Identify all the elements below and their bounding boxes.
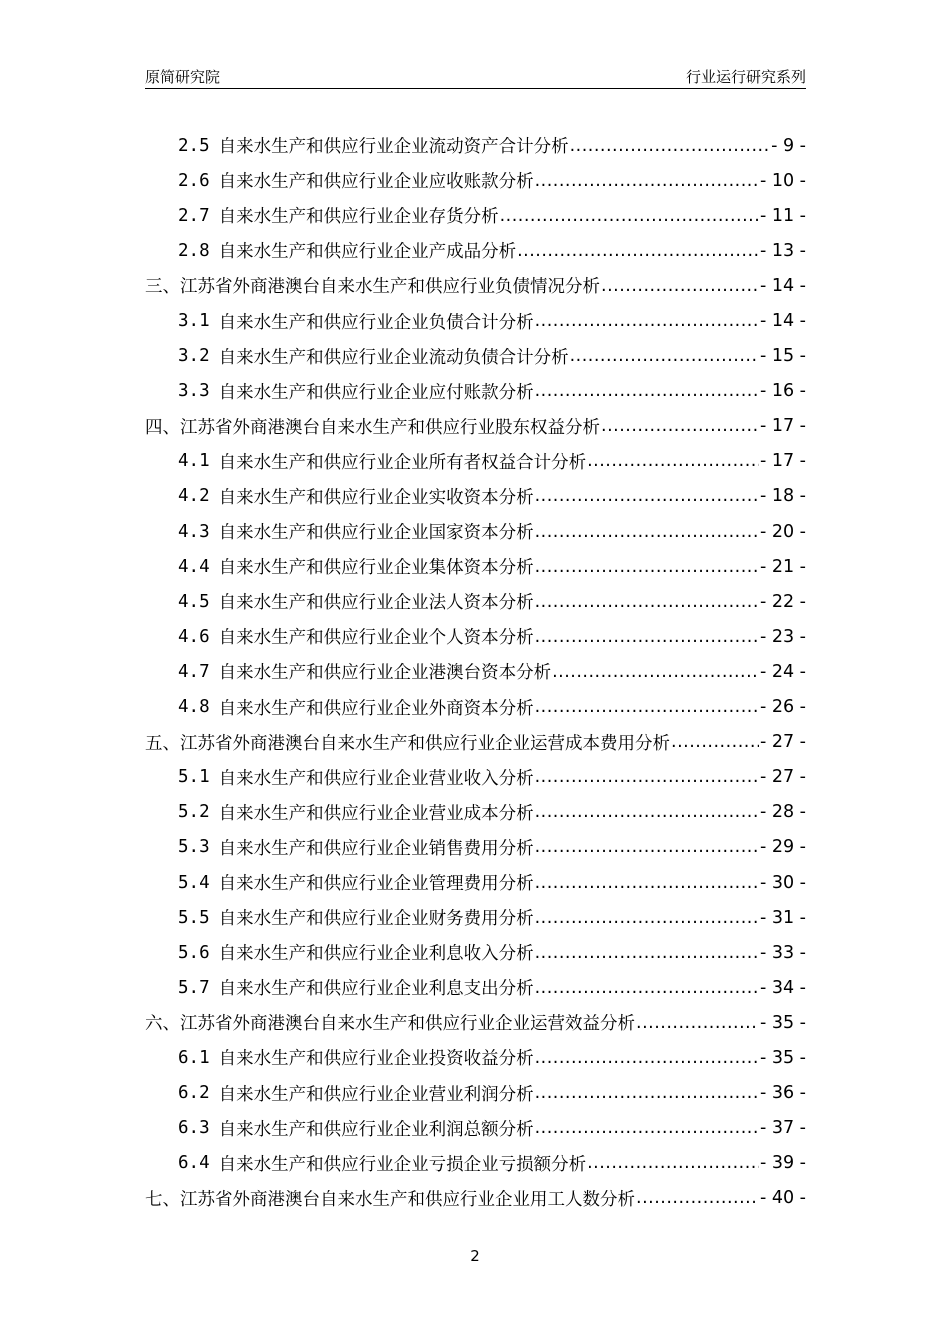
toc-entry-title: 自来水生产和供应行业企业负债合计分析 [218,312,534,333]
toc-entry-page: - 23 - [759,626,806,647]
toc-entry-title: 四、江苏省外商港澳台自来水生产和供应行业股东权益分析 [145,417,600,438]
toc-entry[interactable] [145,268,806,303]
toc-entry[interactable] [145,584,806,619]
toc-entry-title: 自来水生产和供应行业企业港澳台资本分析 [218,663,552,684]
toc-entry-title: 自来水生产和供应行业企业流动资产合计分析 [218,137,569,158]
toc-entry-title: 自来水生产和供应行业企业财务费用分析 [218,909,534,930]
toc-entry[interactable] [145,374,806,409]
toc-entry-title: 自来水生产和供应行业企业所有者权益合计分析 [218,452,587,473]
toc-entry-title: 自来水生产和供应行业企业营业成本分析 [218,803,534,824]
toc-entry-title: 自来水生产和供应行业企业国家资本分析 [218,523,534,544]
toc-leader-dots [535,1118,759,1138]
toc-entry-title: 自来水生产和供应行业企业流动负债合计分析 [218,347,569,368]
toc-leader-dots [636,1188,759,1208]
toc-entry-page: - 11 - [759,205,806,226]
toc-entry-page: - 9 - [771,135,806,156]
toc-leader-dots [535,908,759,928]
toc-entry[interactable] [145,233,806,268]
toc-entry-page: - 28 - [759,802,806,823]
toc-entry-page: - 29 - [759,837,806,858]
toc-entry-number: 6.2 [178,1083,210,1104]
toc-entry-title: 五、江苏省外商港澳台自来水生产和供应行业企业运营成本费用分析 [145,733,670,754]
toc-entry-number: 5.1 [178,767,210,788]
toc-entry-page: - 17 - [759,451,806,472]
toc-leader-dots [535,381,759,401]
toc-entry-title: 自来水生产和供应行业企业投资收益分析 [218,1049,534,1070]
toc-entry-page: - 26 - [759,697,806,718]
toc-entry-page: - 35 - [759,1012,806,1033]
toc-entry-page: - 39 - [759,1153,806,1174]
toc-entry-number: 2.6 [178,170,210,191]
toc-entry[interactable] [145,303,806,338]
toc-entry[interactable] [145,339,806,374]
toc-entry-number: 4.7 [178,661,210,682]
toc-entry-page: - 34 - [759,977,806,998]
toc-entry-title: 自来水生产和供应行业企业销售费用分析 [218,838,534,859]
toc-entry-page: - 17 - [759,416,806,437]
toc-entry-page: - 10 - [759,170,806,191]
toc-leader-dots [535,978,759,998]
toc-entry-page: - 30 - [759,872,806,893]
toc-entry[interactable] [145,1040,806,1075]
toc-entry[interactable] [145,725,806,760]
toc-entry-page: - 37 - [759,1118,806,1139]
toc-entry[interactable] [145,865,806,900]
toc-entry-page: - 33 - [759,942,806,963]
toc-entry-page: - 40 - [759,1188,806,1209]
toc-entry-page: - 20 - [759,521,806,542]
toc-leader-dots [552,662,759,682]
toc-entry-number: 4.3 [178,521,210,542]
toc-leader-dots [601,276,759,296]
toc-entry[interactable] [145,479,806,514]
toc-entry[interactable] [145,409,806,444]
toc-entry-number: 3.2 [178,346,210,367]
toc-entry[interactable] [145,1005,806,1040]
toc-entry-title: 自来水生产和供应行业企业利息收入分析 [218,944,534,965]
toc-entry[interactable] [145,760,806,795]
toc-entry-page: - 36 - [759,1083,806,1104]
toc-entry-number: 6.3 [178,1118,210,1139]
toc-leader-dots [535,697,759,717]
toc-entry[interactable] [145,619,806,654]
toc-entry-title: 自来水生产和供应行业企业营业收入分析 [218,768,534,789]
toc-entry-title: 自来水生产和供应行业企业亏损企业亏损额分析 [218,1154,587,1175]
toc-entry-title: 自来水生产和供应行业企业实收资本分析 [218,487,534,508]
toc-entry-title: 三、江苏省外商港澳台自来水生产和供应行业负债情况分析 [145,277,600,298]
toc-leader-dots [601,416,759,436]
toc-leader-dots [535,311,759,331]
toc-entry-number: 6.4 [178,1153,210,1174]
toc-entry-number: 6.1 [178,1047,210,1068]
toc-entry-number: 4.1 [178,451,210,472]
header-series-name: 行业运行研究系列 [685,68,806,86]
toc-entry-number: 4.4 [178,556,210,577]
toc-leader-dots [535,557,759,577]
toc-entry-page: - 31 - [759,907,806,928]
toc-entry-page: - 15 - [759,346,806,367]
toc-entry[interactable] [145,690,806,725]
toc-entry-number: 5.4 [178,872,210,893]
toc-entry-title: 自来水生产和供应行业企业利润总额分析 [218,1119,534,1140]
toc-leader-dots [535,522,759,542]
toc-leader-dots [587,1153,759,1173]
toc-entry-title: 自来水生产和供应行业企业集体资本分析 [218,558,534,579]
toc-leader-dots [587,451,759,471]
toc-entry-page: - 24 - [759,661,806,682]
table-of-contents [145,128,806,1216]
toc-leader-dots [535,592,759,612]
toc-entry[interactable] [145,549,806,584]
toc-entry[interactable] [145,514,806,549]
toc-entry-number: 4.6 [178,626,210,647]
toc-entry-number: 5.2 [178,802,210,823]
toc-entry-title: 自来水生产和供应行业企业管理费用分析 [218,874,534,895]
toc-entry-number: 2.8 [178,240,210,261]
toc-entry[interactable] [145,128,806,163]
toc-leader-dots [535,1083,759,1103]
toc-entry-page: - 14 - [759,311,806,332]
toc-entry[interactable] [145,198,806,233]
toc-entry-page: - 18 - [759,486,806,507]
toc-entry[interactable] [145,900,806,935]
header-org-name: 原简研究院 [145,68,221,86]
toc-entry-number: 3.1 [178,311,210,332]
toc-entry-number: 5.5 [178,907,210,928]
toc-leader-dots [535,943,759,963]
toc-entry-page: - 13 - [759,240,806,261]
toc-leader-dots [500,206,759,226]
toc-entry[interactable] [145,1146,806,1181]
toc-leader-dots [570,346,759,366]
toc-entry-number: 3.3 [178,381,210,402]
toc-entry[interactable] [145,830,806,865]
toc-entry-page: - 21 - [759,556,806,577]
toc-entry-title: 自来水生产和供应行业企业外商资本分析 [218,698,534,719]
toc-entry[interactable] [145,935,806,970]
toc-entry[interactable] [145,1076,806,1111]
toc-entry-title: 自来水生产和供应行业企业营业利润分析 [218,1084,534,1105]
toc-entry-title: 七、江苏省外商港澳台自来水生产和供应行业企业用工人数分析 [145,1189,635,1210]
toc-entry-number: 4.8 [178,697,210,718]
toc-entry[interactable] [145,1181,806,1216]
toc-leader-dots [535,873,759,893]
toc-entry-title: 自来水生产和供应行业企业利息支出分析 [218,979,534,1000]
toc-entry[interactable] [145,795,806,830]
toc-leader-dots [535,837,759,857]
toc-entry-title: 自来水生产和供应行业企业个人资本分析 [218,628,534,649]
toc-entry-number: 5.3 [178,837,210,858]
toc-entry-number: 2.7 [178,205,210,226]
toc-entry-number: 5.6 [178,942,210,963]
toc-leader-dots [535,486,759,506]
toc-entry[interactable] [145,970,806,1005]
toc-leader-dots [535,1048,759,1068]
page-header [145,66,806,89]
toc-entry-number: 4.2 [178,486,210,507]
toc-leader-dots [671,732,759,752]
toc-entry-page: - 14 - [759,275,806,296]
toc-leader-dots [535,802,759,822]
toc-entry-number: 2.5 [178,135,210,156]
toc-entry[interactable] [145,163,806,198]
toc-entry-page: - 27 - [759,767,806,788]
toc-entry[interactable] [145,444,806,479]
toc-entry-title: 六、江苏省外商港澳台自来水生产和供应行业企业运营效益分析 [145,1014,635,1035]
toc-entry-title: 自来水生产和供应行业企业存货分析 [218,207,499,228]
toc-entry-title: 自来水生产和供应行业企业应收账款分析 [218,172,534,193]
toc-entry-number: 5.7 [178,977,210,998]
toc-leader-dots [570,136,771,156]
toc-entry-title: 自来水生产和供应行业企业法人资本分析 [218,593,534,614]
toc-entry-page: - 16 - [759,381,806,402]
toc-entry-page: - 27 - [759,732,806,753]
toc-entry-title: 自来水生产和供应行业企业应付账款分析 [218,382,534,403]
toc-leader-dots [535,627,759,647]
toc-leader-dots [517,241,759,261]
toc-leader-dots [535,171,759,191]
toc-entry-page: - 22 - [759,591,806,612]
page-number: 2 [470,1247,480,1265]
toc-entry[interactable] [145,654,806,689]
toc-entry-number: 4.5 [178,591,210,612]
toc-entry-title: 自来水生产和供应行业企业产成品分析 [218,242,517,263]
toc-entry-page: - 35 - [759,1047,806,1068]
toc-leader-dots [535,767,759,787]
toc-leader-dots [636,1013,759,1033]
toc-entry[interactable] [145,1111,806,1146]
